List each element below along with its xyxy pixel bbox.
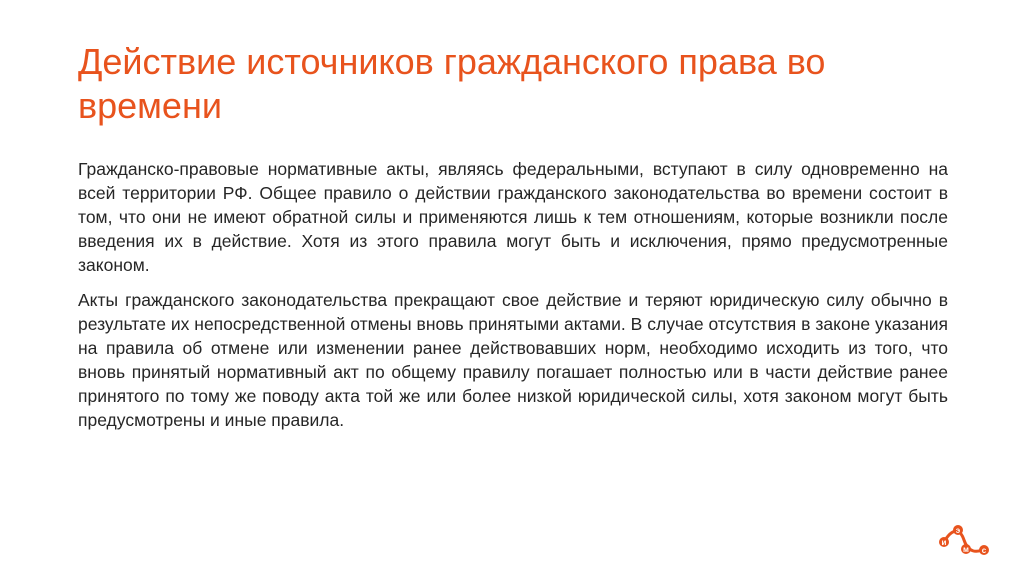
logo-letter-1: и: [941, 538, 947, 547]
slide-title: Действие источников гражданского права во времени: [78, 41, 826, 126]
logo: [936, 520, 996, 560]
paragraph-1: Гражданско-правовые нормативные акты, являясь федеральными, вступают в силу одновременно на всей территории РФ. Общее правило о действии гражданского законодательства во времени состоит в том, что они не имеют обратной силы и применяются лишь к тем отношениям, которые возникли после введения их в действие. Хотя из этого правила могут быть и исключения, прямо предусмотренные законом.: [78, 159, 948, 275]
slide-body: [78, 157, 948, 443]
logo-letter-4: с: [981, 546, 987, 555]
logo-letter-2: э: [955, 526, 961, 535]
logo-icon: [936, 520, 996, 560]
paragraph-2: Акты гражданского законодательства прекращают свое действие и теряют юридическую силу обычно в результате их непосредственной отмены вновь принятыми актами. В случае отсутствия в законе указания на правила об отмене или изменении ранее действовавших норм, необходимо исходить из того, что вновь принятый нормативный акт по общему правилу погашает полностью или в части действие ранее принятого по тому же поводу акта той же или более низкой юридической силы, хотя законом могут быть предусмотрены и иные правила.: [78, 290, 948, 430]
logo-letter-3: м: [963, 545, 969, 554]
